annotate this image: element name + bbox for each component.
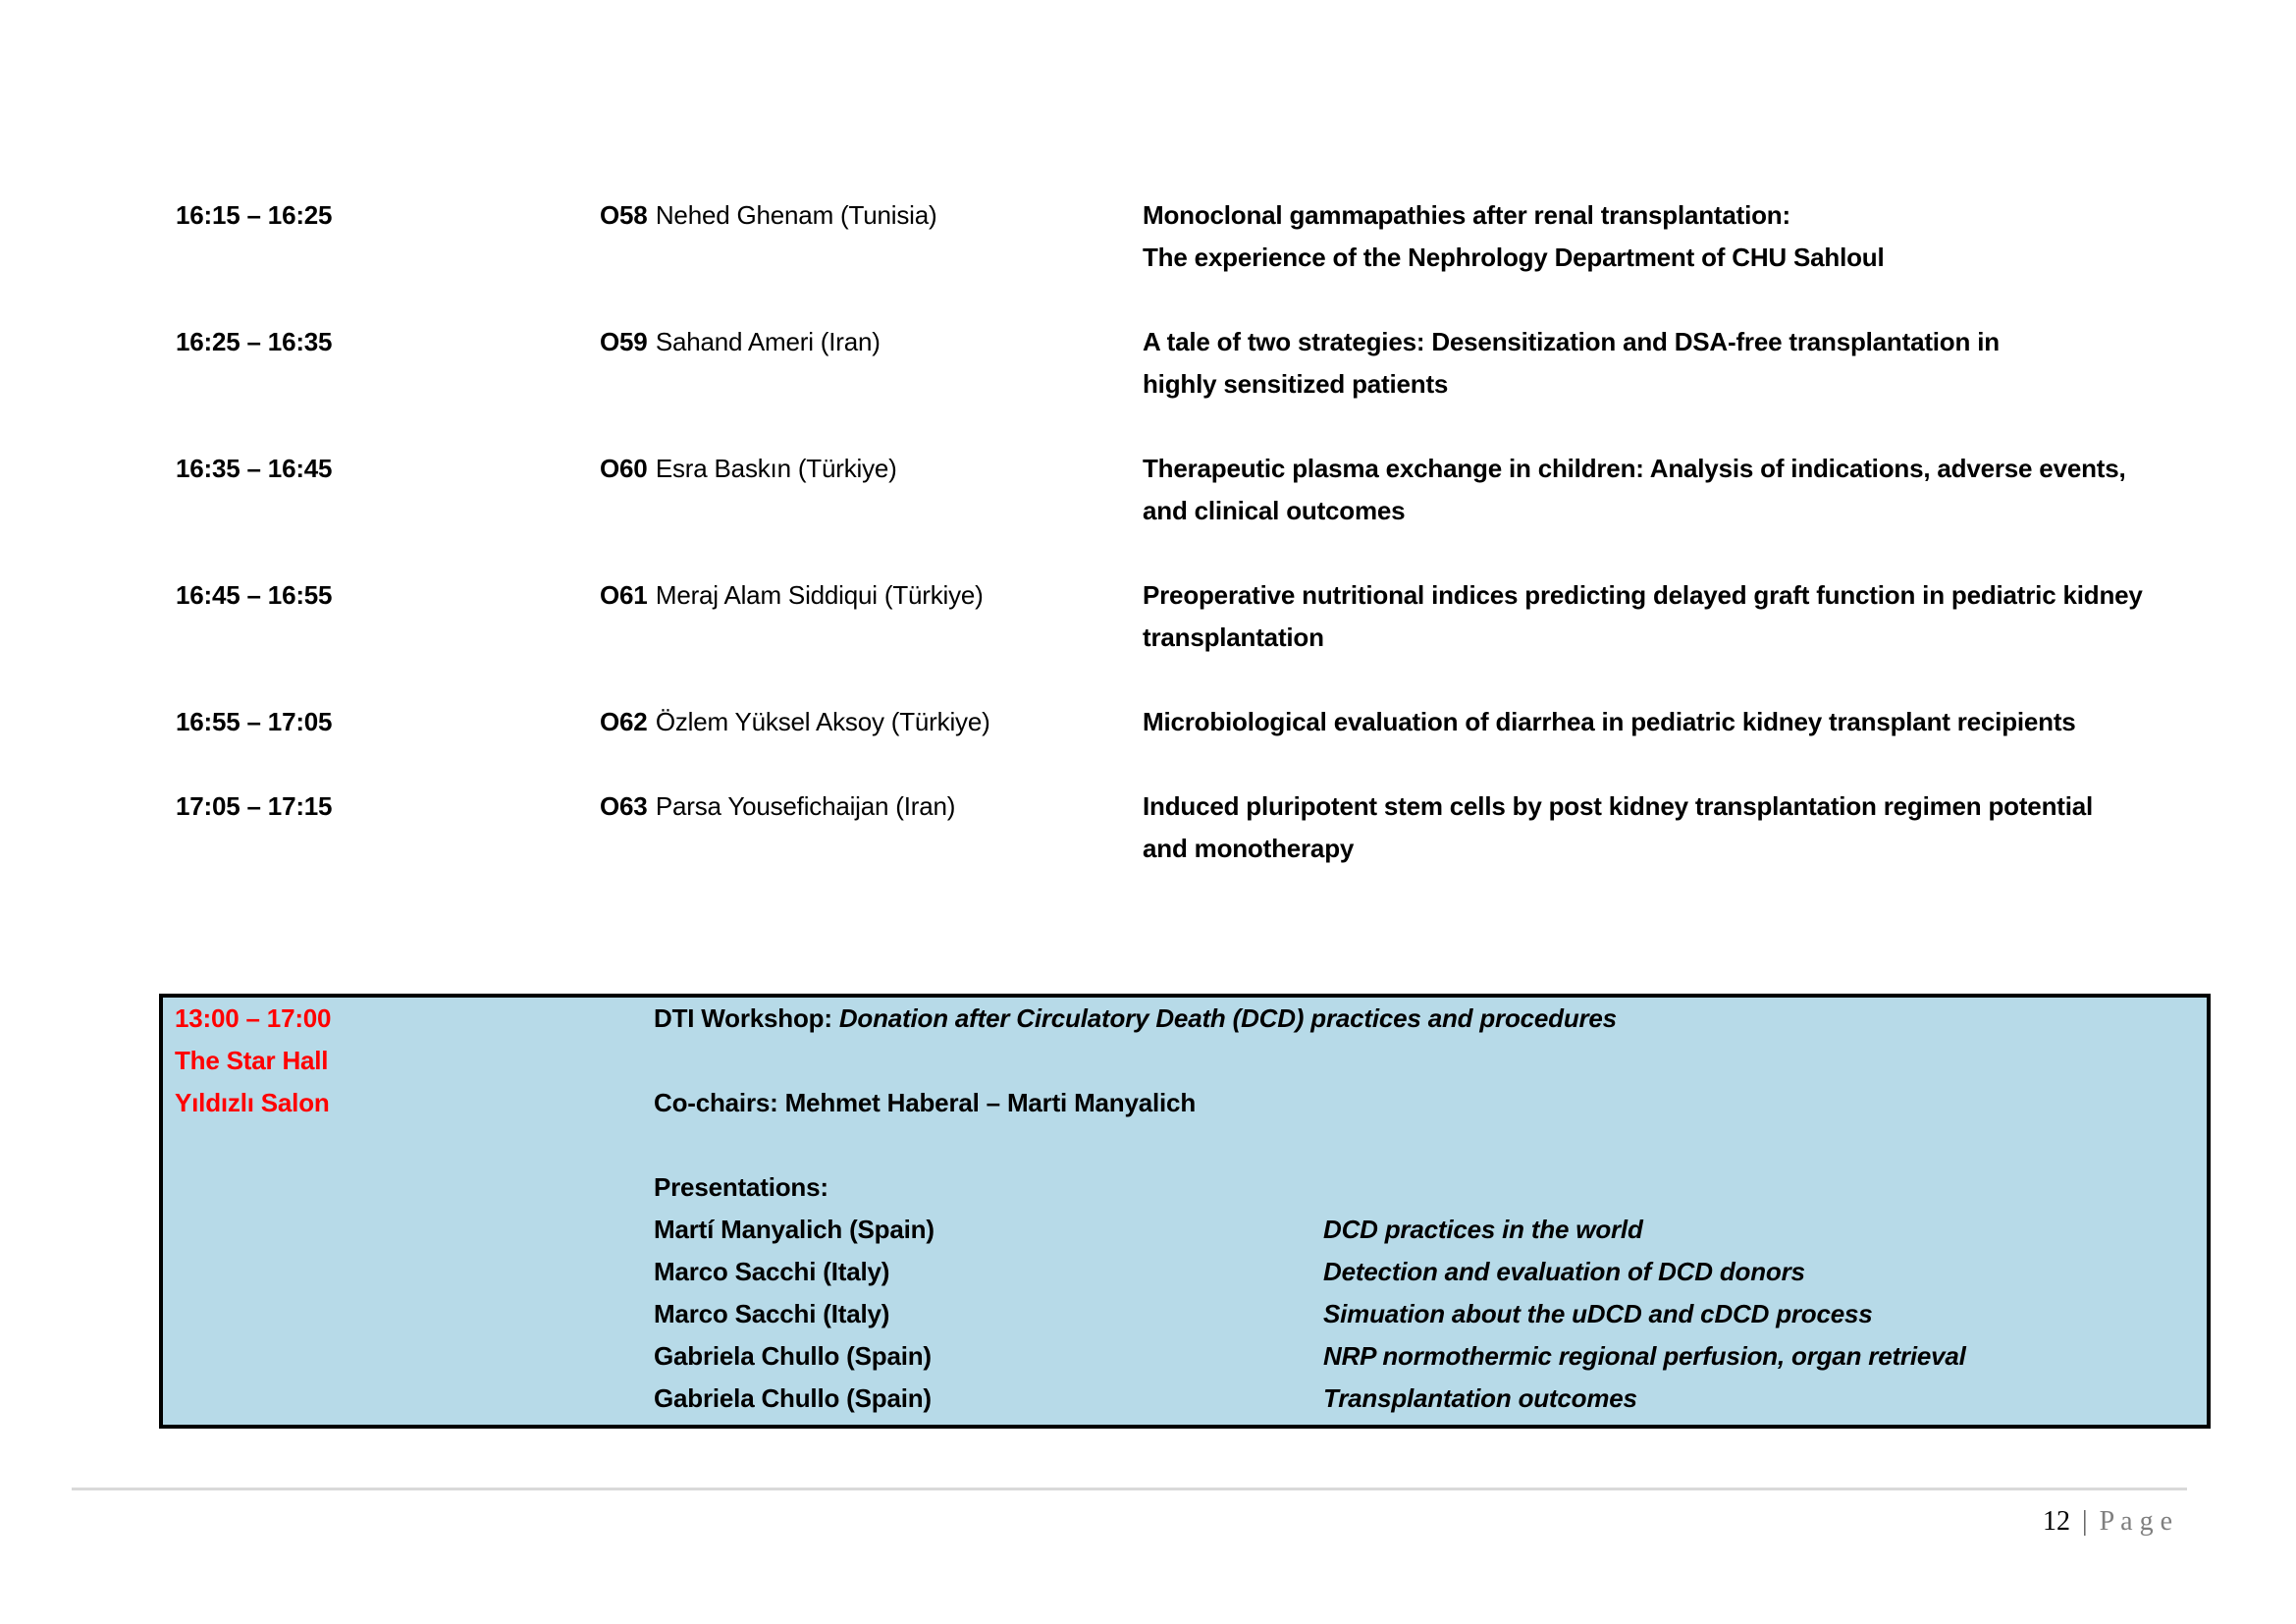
title-line-2: The experience of the Nephrology Department of CHU Sahloul [1143,243,1885,272]
speaker-name: Parsa Yousefichaijan (Iran) [655,791,956,821]
speaker-name: Sahand Ameri (Iran) [655,327,881,356]
abstract-code: O62 [600,707,648,736]
title-line-1: Microbiological evaluation of diarrhea in pediatric kidney transplant recipients [1143,707,2076,736]
presentation-topic: Transplantation outcomes [1323,1383,1637,1413]
presentation-topic: Simuation about the uDCD and cDCD process [1323,1299,1873,1328]
presentation-title [1143,448,2252,532]
title-line-1: A tale of two strategies: Desensitization and DSA-free transplantation in [1143,327,2000,356]
abstract-code: O58 [600,200,648,230]
session-speaker [600,785,1140,828]
title-line-1: Induced pluripotent stem cells by post kidney transplantation regimen potential [1143,791,2094,821]
presentation-title [1143,574,2252,659]
presenter-name: Gabriela Chullo (Spain) [654,1341,932,1371]
presentation-topic: DCD practices in the world [1323,1215,1643,1244]
speaker-name: Esra Baskın (Türkiye) [655,454,897,483]
title-line-1: Monoclonal gammapathies after renal transplantation: [1143,200,1790,230]
abstract-code: O60 [600,454,648,483]
session-time: 16:15 – 16:25 [176,200,333,230]
title-line-2: and monotherapy [1143,834,1355,863]
title-line-2: transplantation [1143,623,1324,652]
page-word: P a g e [2099,1506,2172,1537]
session-speaker [600,194,1140,237]
presentations-label: Presentations: [654,1172,828,1202]
abstract-code: O61 [600,580,648,610]
presentation-topic: NRP normothermic regional perfusion, organ retrieval [1323,1341,1966,1371]
presenter-name: Gabriela Chullo (Spain) [654,1383,932,1413]
speaker-name: Nehed Ghenam (Tunisia) [655,200,937,230]
footer-rule [72,1488,2187,1490]
workshop-box [159,994,2211,1429]
session-time: 16:45 – 16:55 [176,580,333,610]
speaker-name: Özlem Yüksel Aksoy (Türkiye) [655,707,990,736]
footer-separator: | [2082,1506,2088,1537]
abstract-code: O59 [600,327,648,356]
speaker-name: Meraj Alam Siddiqui (Türkiye) [655,580,984,610]
presentation-topic: Detection and evaluation of DCD donors [1323,1257,1805,1286]
session-time: 17:05 – 17:15 [176,791,333,821]
title-line-1: Preoperative nutritional indices predicting delayed graft function in pediatric kidney [1143,580,2143,610]
workshop-hall-tr: Yıldızlı Salon [175,1088,330,1117]
workshop-cochairs: Co-chairs: Mehmet Haberal – Marti Manyalich [654,1088,1196,1117]
workshop-hall-en: The Star Hall [175,1046,329,1075]
presentation-title [1143,785,2252,870]
workshop-title: Donation after Circulatory Death (DCD) practices and procedures [838,1003,1617,1033]
presentation-title [1143,321,2252,406]
presenter-name: Martí Manyalich (Spain) [654,1215,934,1244]
workshop-label: DTI Workshop: [654,1003,839,1033]
session-speaker [600,574,1140,617]
session-time: 16:35 – 16:45 [176,454,333,483]
presentation-title [1143,701,2252,743]
title-line-2: and clinical outcomes [1143,496,1406,525]
session-speaker [600,448,1140,490]
title-line-2: highly sensitized patients [1143,369,1449,399]
session-speaker [600,701,1140,743]
workshop-time: 13:00 – 17:00 [175,1003,332,1033]
workshop-title-line [654,998,1617,1040]
session-time: 16:25 – 16:35 [176,327,333,356]
page-number: 12 [2043,1506,2070,1537]
session-time: 16:55 – 17:05 [176,707,333,736]
abstract-code: O63 [600,791,648,821]
presentation-title [1143,194,2252,279]
presenter-name: Marco Sacchi (Italy) [654,1257,890,1286]
title-line-1: Therapeutic plasma exchange in children: Analysis of indications, adverse events, [1143,454,2126,483]
presenter-name: Marco Sacchi (Italy) [654,1299,890,1328]
session-speaker [600,321,1140,363]
page-footer [1682,1502,2172,1542]
